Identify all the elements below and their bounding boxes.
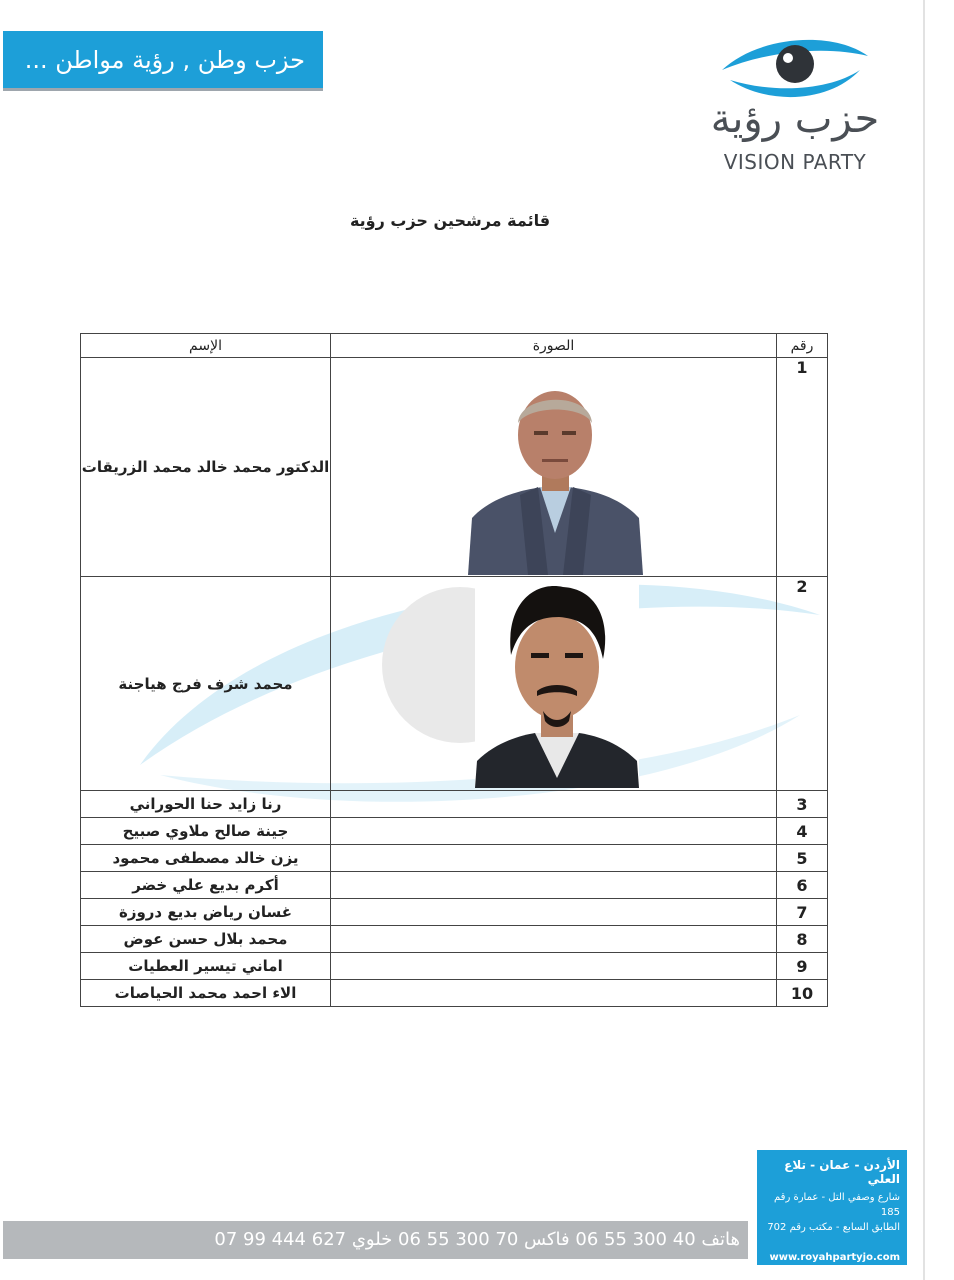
table-row xyxy=(81,818,828,845)
table-row xyxy=(81,926,828,953)
row-number: 2 xyxy=(777,577,828,791)
slogan-text: حزب وطن , رؤية مواطن ... xyxy=(24,45,305,74)
document-title: قائمة مرشحين حزب رؤية xyxy=(349,211,551,230)
photo-cell xyxy=(331,845,777,872)
table-row xyxy=(81,872,828,899)
logo-arabic-name: حزب رؤية xyxy=(710,96,880,142)
photo-cell xyxy=(331,926,777,953)
photo-cell xyxy=(331,953,777,980)
row-number: 7 xyxy=(777,899,828,926)
photo-cell xyxy=(331,358,777,577)
table-row xyxy=(81,577,828,791)
candidate-name: محمد شرف فرج هياجنة xyxy=(81,577,331,791)
table-header-row xyxy=(81,334,828,358)
photo-cell xyxy=(331,980,777,1007)
row-number: 4 xyxy=(777,818,828,845)
photo-cell xyxy=(331,818,777,845)
photo-cell xyxy=(331,577,777,791)
row-number: 3 xyxy=(777,791,828,818)
candidate-name: رنا زايد حنا الحوراني xyxy=(81,791,331,818)
email-link[interactable]: info@royahpartyjo.com xyxy=(768,1266,900,1277)
row-number: 10 xyxy=(777,980,828,1007)
candidate-name: اماني تيسير العطيات xyxy=(81,953,331,980)
photo-cell xyxy=(331,899,777,926)
candidate-name: الاء احمد محمد الحياصات xyxy=(81,980,331,1007)
row-number: 1 xyxy=(777,358,828,577)
candidate-photo-1 xyxy=(468,383,643,575)
photo-cell xyxy=(331,872,777,899)
header-name: الإسم xyxy=(81,334,331,358)
photo-cell xyxy=(331,791,777,818)
slogan-banner xyxy=(3,31,323,88)
candidate-name: أكرم بديع علي خضر xyxy=(81,872,331,899)
row-number: 8 xyxy=(777,926,828,953)
address-city: الأردن - عمان - تلاع العلي xyxy=(784,1158,900,1186)
candidates-table xyxy=(80,333,828,1007)
address-street: شارع وصفي التل - عمارة رقم 185 xyxy=(774,1192,900,1218)
candidate-photo-2 xyxy=(475,583,639,788)
header-photo: الصورة xyxy=(331,334,777,358)
candidate-name: الدكتور محمد خالد محمد الزريقات xyxy=(81,358,331,577)
candidate-name: غسان رياض بديع دروزة xyxy=(81,899,331,926)
table-row xyxy=(81,953,828,980)
table-row xyxy=(81,845,828,872)
header-rule xyxy=(3,88,323,91)
address-office: الطابق السابع - مكتب رقم 702 xyxy=(767,1222,900,1233)
address-box xyxy=(757,1150,907,1277)
row-number: 6 xyxy=(777,872,828,899)
header-number: رقم xyxy=(777,334,828,358)
table-row xyxy=(81,899,828,926)
website-link[interactable]: www.royahpartyjo.com xyxy=(769,1252,900,1263)
row-number: 9 xyxy=(777,953,828,980)
candidate-name: جينة صالح ملاوي صبيح xyxy=(81,818,331,845)
candidate-name: يزن خالد مصطفى محمود xyxy=(81,845,331,872)
table-row xyxy=(81,980,828,1007)
table-row xyxy=(81,358,828,577)
footer-phones: هاتف 40 300 55 06 فاكس 70 300 55 06 خلوي 627 444 99 07 xyxy=(214,1229,740,1250)
table-row xyxy=(81,791,828,818)
scan-edge-line xyxy=(923,0,925,1280)
row-number: 5 xyxy=(777,845,828,872)
candidate-name: محمد بلال حسن عوض xyxy=(81,926,331,953)
logo-english-name: VISION PARTY xyxy=(723,150,867,174)
